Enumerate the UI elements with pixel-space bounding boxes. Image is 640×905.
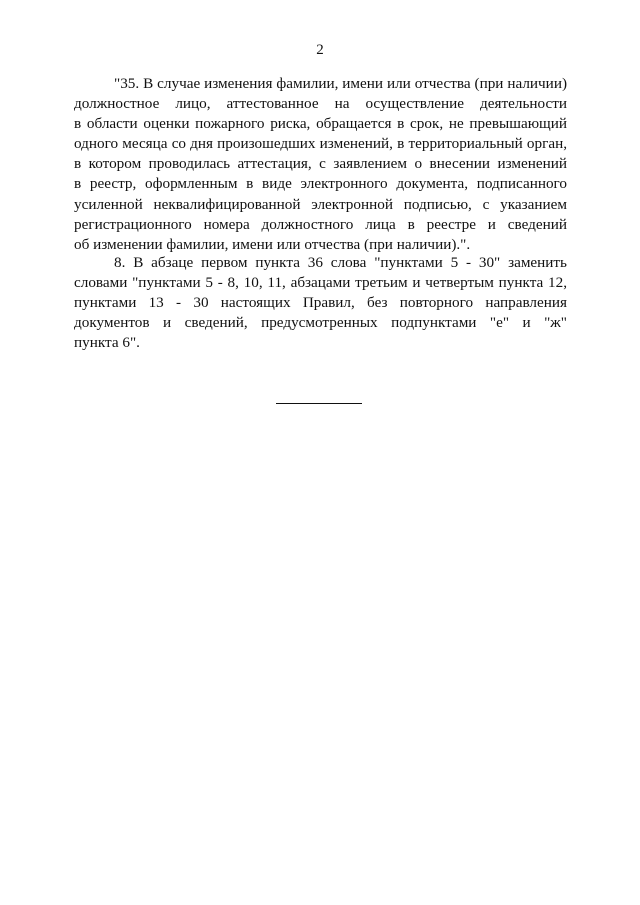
paragraph-line: пункта 6". <box>74 334 140 352</box>
paragraph-line: "35. В случае изменения фамилии, имени или отчества (при наличии) <box>114 75 567 92</box>
paragraph-line: в котором проводилась аттестация, с заявлением о внесении изменений <box>74 155 567 173</box>
paragraph-8 <box>74 253 567 353</box>
paragraph-line: в области оценки пожарного риска, обращается в срок, не превышающий <box>74 115 567 133</box>
paragraph-35 <box>74 74 567 255</box>
page-number: 2 <box>316 42 324 58</box>
paragraph-line: усиленной неквалифицированной электронной подписью, с указанием <box>74 195 567 213</box>
paragraph-line: документов и сведений, предусмотренных подпунктами "е" и "ж" <box>74 314 567 332</box>
paragraph-line: одного месяца со дня произошедших изменений, в территориальный орган, <box>74 135 567 153</box>
paragraph-line: в реестр, оформленным в виде электронного документа, подписанного <box>74 175 567 193</box>
paragraph-line: словами "пунктами 5 - 8, 10, 11, абзацами третьим и четвертым пункта 12, <box>74 274 567 292</box>
paragraph-line: об изменении фамилии, имени или отчества (при наличии).". <box>74 235 471 253</box>
paragraph-line: пунктами 13 - 30 настоящих Правил, без повторного направления <box>74 294 567 312</box>
paragraph-line: 8. В абзаце первом пункта 36 слова "пунктами 5 - 30" заменить <box>114 254 567 271</box>
end-separator-line <box>276 403 362 404</box>
paragraph-line: должностное лицо, аттестованное на осуществление деятельности <box>74 95 567 113</box>
paragraph-line: регистрационного номера должностного лица в реестре и сведений <box>74 215 567 233</box>
